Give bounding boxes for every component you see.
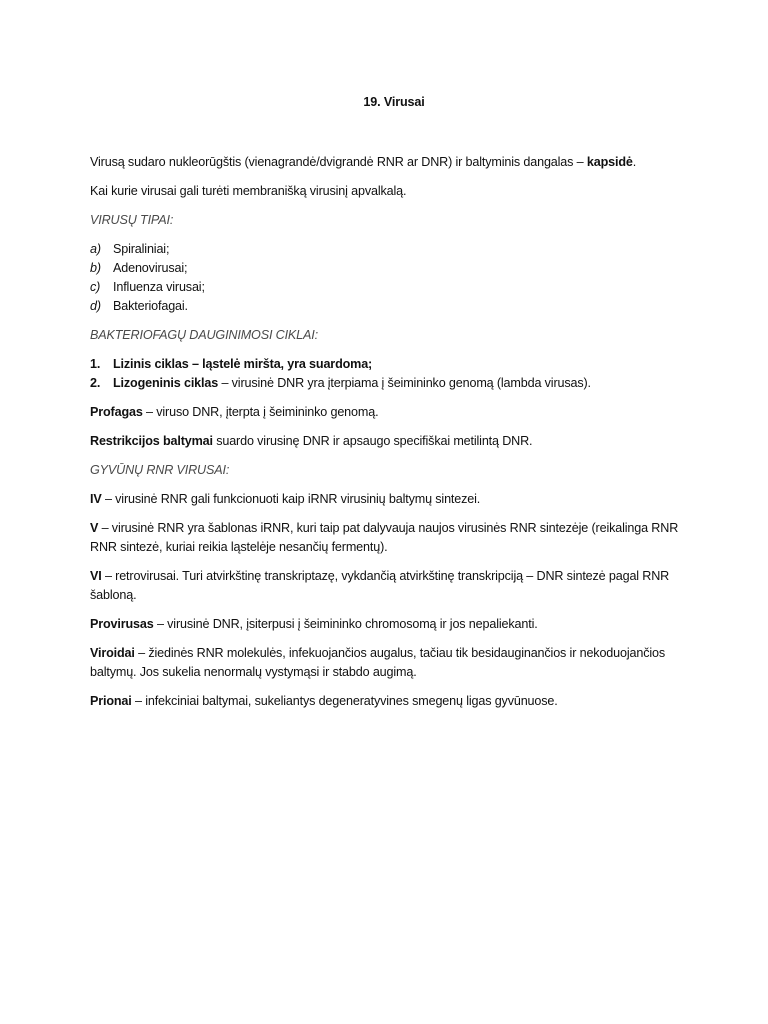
bacteriophage-cycles-heading: BAKTERIOFAGŲ DAUGINIMOSI CIKLAI: — [90, 328, 318, 342]
list-item-text: Bakteriofagai. — [113, 299, 188, 313]
provirusas-paragraph — [90, 615, 690, 634]
bacteriophage-cycles-list — [90, 355, 690, 393]
viroidai-paragraph — [90, 644, 690, 682]
prionai-term: Prionai — [90, 694, 132, 708]
group-v-text: – virusinė RNR yra šablonas iRNR, kuri taip pat dalyvauja naujos virusinės RNR sintezėje (reikalinga RNR RNR sintezė, kuriai reikia ląstelėje nesančių fermentų). — [90, 521, 679, 554]
list-marker: c) — [90, 280, 101, 294]
list-item — [90, 240, 690, 259]
list-item-bold: Lizinis ciklas – ląstelė miršta, yra suardoma; — [113, 357, 373, 371]
animal-rna-viruses-heading: GYVŪNŲ RNR VIRUSAI: — [90, 463, 230, 477]
restrikcijos-text: suardo virusinę DNR ir apsaugo specifiškai metilintą DNR. — [212, 434, 533, 448]
list-item — [90, 297, 690, 316]
group-vi-paragraph — [90, 567, 690, 605]
viroidai-text: – žiedinės RNR molekulės, infekuojančios augalus, tačiau tik besidauginančios ir nekoduojančios baltymų. Jos sukelia nenormalų vystymąsi ir stabdo augimą. — [90, 646, 666, 679]
provirusas-text: – virusinė DNR, įsiterpusi į šeimininko chromosomą ir jos nepaliekanti. — [153, 617, 538, 631]
list-marker: 2. — [90, 376, 101, 390]
group-v-paragraph — [90, 519, 690, 557]
list-item — [90, 259, 690, 278]
prionai-paragraph — [90, 692, 690, 711]
list-item-text: Adenovirusai; — [113, 261, 188, 275]
group-iv-text: – virusinė RNR gali funkcionuoti kaip iRNR virusinių baltymų sintezei. — [101, 492, 481, 506]
document-page — [90, 93, 690, 721]
group-v-term: V — [90, 521, 99, 535]
group-iv-paragraph — [90, 490, 690, 509]
list-item-text: Influenza virusai; — [113, 280, 205, 294]
group-vi-term: VI — [90, 569, 102, 583]
intro-end: . — [632, 155, 637, 169]
list-item — [90, 278, 690, 297]
virus-types-heading: VIRUSŲ TIPAI: — [90, 213, 174, 227]
intro-text: Virusą sudaro nukleorūgštis (vienagrandė/dvigrandė RNR ar DNR) ir baltyminis dangalas – — [90, 155, 587, 169]
list-marker: a) — [90, 242, 101, 256]
profagas-paragraph — [90, 403, 690, 422]
capsid-term: kapsidė — [586, 155, 633, 169]
provirusas-term: Provirusas — [90, 617, 154, 631]
restrikcijos-term: Restrikcijos baltymai — [90, 434, 213, 448]
restrikcijos-paragraph — [90, 432, 690, 451]
virus-types-list — [90, 240, 690, 316]
intro-paragraph-capsid — [90, 153, 690, 172]
group-vi-text: – retrovirusai. Turi atvirkštinę transkriptazę, vykdančią atvirkštinę transkripciją – DNR sintezė pagal RNR šabloną. — [90, 569, 670, 602]
profagas-text: – viruso DNR, įterpta į šeimininko genomą. — [142, 405, 379, 419]
list-item-text: Spiraliniai; — [113, 242, 170, 256]
prionai-text: – infekciniai baltymai, sukeliantys degeneratyvines smegenų ligas gyvūnuose. — [131, 694, 558, 708]
list-item-text: – virusinė DNR yra įterpiama į šeimininko genomą (lambda virusas). — [218, 376, 591, 390]
list-marker: b) — [90, 261, 101, 275]
list-marker: 1. — [90, 357, 101, 371]
list-item — [90, 374, 690, 393]
list-item-bold: Lizogeninis ciklas — [113, 376, 219, 390]
group-iv-term: IV — [90, 492, 102, 506]
profagas-term: Profagas — [90, 405, 143, 419]
list-marker: d) — [90, 299, 101, 313]
intro-paragraph-envelope: Kai kurie virusai gali turėti membranišką virusinį apvalkalą. — [90, 184, 407, 198]
page-title: 19. Virusai — [363, 95, 425, 109]
viroidai-term: Viroidai — [90, 646, 135, 660]
list-item — [90, 355, 690, 374]
